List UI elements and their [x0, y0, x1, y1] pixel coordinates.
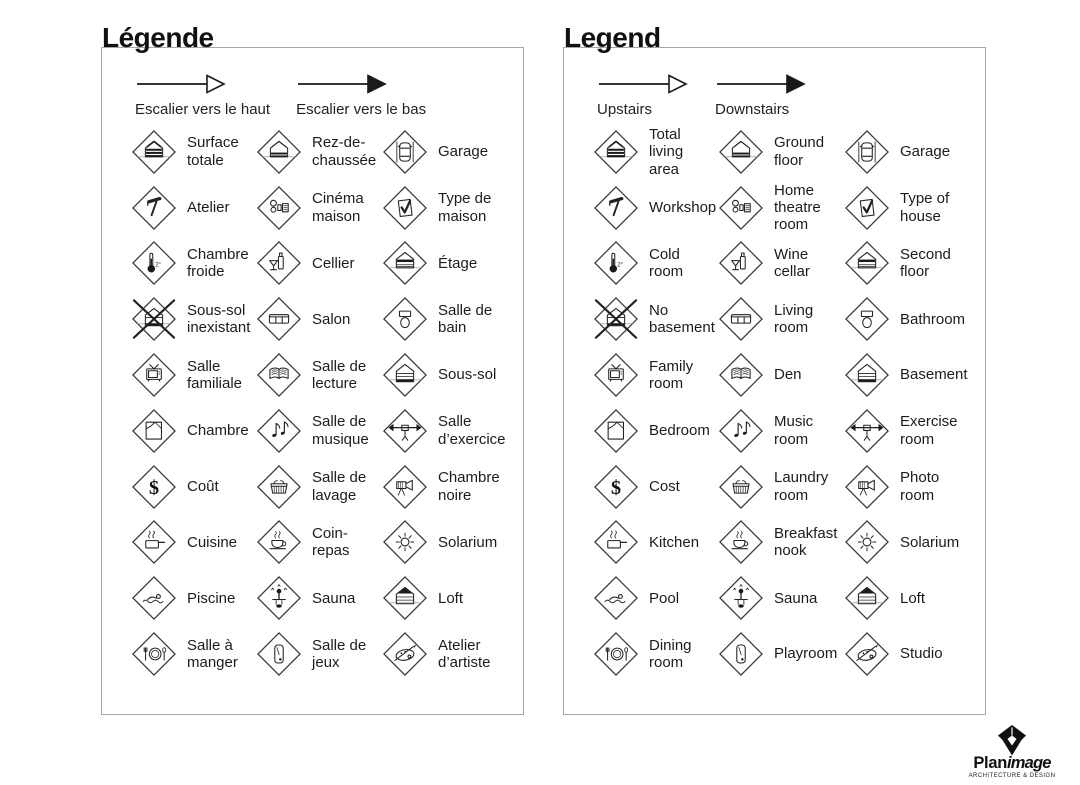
- svg-text:$: $: [610, 476, 622, 499]
- legend-item-label: Music room: [774, 413, 814, 448]
- legend-item: [840, 124, 979, 180]
- workshop-icon: [593, 185, 639, 231]
- legend-item-label: Bedroom: [649, 422, 710, 440]
- legend-item-label: Home theatre room: [774, 181, 821, 234]
- legend-item-label: Laundry room: [774, 469, 829, 504]
- wine-cellar-icon: [718, 240, 764, 286]
- total-living-area-icon: [593, 129, 639, 175]
- legend-item: [127, 403, 252, 459]
- music-room-icon: [256, 408, 302, 454]
- living-room-icon: [718, 296, 764, 342]
- brand-plan: Plan: [973, 754, 1007, 772]
- legend-item: [714, 626, 840, 682]
- legend-item: [378, 515, 517, 571]
- legend-item: [127, 291, 252, 347]
- legend-item-label: Type de maison: [438, 190, 492, 225]
- legend-item: [714, 515, 840, 571]
- total-living-area-icon: [131, 129, 177, 175]
- legend-item-label: Coût: [187, 477, 219, 495]
- stairs-up-label: Escalier vers le haut: [135, 101, 271, 118]
- legend-item: [589, 347, 714, 403]
- stairs-down-arrow: [715, 73, 807, 118]
- family-room-icon: [131, 352, 177, 398]
- legend-item: [378, 459, 517, 515]
- ground-floor-icon: [256, 129, 302, 175]
- legend-item-label: Ground floor: [774, 134, 825, 169]
- home-theatre-icon: [718, 185, 764, 231]
- legend-item: [378, 347, 517, 403]
- legend-item-label: Chambre: [187, 422, 249, 440]
- legend-item: [589, 403, 714, 459]
- legend-item: [252, 347, 378, 403]
- stairs-down-arrow: [296, 73, 426, 118]
- legend-item: [589, 180, 717, 236]
- legend-item: [378, 570, 517, 626]
- garage-icon: [382, 129, 428, 175]
- legend-item: [127, 570, 252, 626]
- legend-item-label: Salle d’exercice: [438, 413, 506, 448]
- legend-item: [378, 236, 517, 292]
- brand-image: image: [1006, 754, 1051, 772]
- legend-item-label: Sous-sol inexistant: [187, 301, 251, 337]
- legend-item: [127, 236, 252, 292]
- family-room-icon: [593, 352, 639, 398]
- legend-item-label: Basement: [900, 366, 968, 384]
- legend-item-label: Étage: [438, 254, 478, 272]
- legend-item-label: Atelier: [187, 198, 230, 216]
- second-floor-icon: [382, 240, 428, 286]
- svg-text:2°: 2°: [155, 262, 161, 269]
- legend-item: [714, 459, 840, 515]
- legend-item-label: Cold room: [649, 246, 684, 281]
- no-basement-icon: [131, 296, 177, 342]
- breakfast-nook-icon: [256, 519, 302, 565]
- legend-item-label: Sauna: [774, 589, 818, 607]
- legend-item: [714, 347, 840, 403]
- legend-item-label: Garage: [438, 143, 489, 161]
- legend-item: [840, 347, 979, 403]
- legend-item-label: Studio: [900, 645, 943, 663]
- legend-item-label: Rez-de-chaussée: [312, 134, 377, 169]
- legend-item: [714, 124, 840, 180]
- legend-item-label: Family room: [649, 357, 694, 393]
- legend-item-label: Exercise room: [900, 413, 958, 448]
- studio-icon: [844, 631, 890, 677]
- planimage-brand: [966, 755, 1058, 772]
- legend-item: [127, 180, 252, 236]
- legend-item-label: Playroom: [774, 645, 838, 663]
- stairs-arrows: [135, 73, 426, 118]
- legend-item-label: Breakfast nook: [774, 525, 838, 560]
- laundry-room-icon: [718, 464, 764, 510]
- legend-item: [840, 403, 979, 459]
- legend-item: [252, 570, 378, 626]
- legend-item-label: Second floor: [900, 246, 951, 281]
- planimage-logo-icon: [992, 724, 1032, 757]
- legend-grid-english: [589, 124, 979, 682]
- sauna-icon: [718, 575, 764, 621]
- legend-item: [589, 236, 714, 292]
- legend-item: [252, 626, 378, 682]
- stairs-up-arrow: [597, 73, 689, 118]
- den-icon: [256, 352, 302, 398]
- playroom-icon: [256, 631, 302, 677]
- legend-item: [840, 459, 979, 515]
- svg-text:$: $: [148, 476, 160, 499]
- sauna-icon: [256, 575, 302, 621]
- legend-item: [378, 180, 517, 236]
- legend-item: [714, 291, 840, 347]
- second-floor-icon: [844, 240, 890, 286]
- legend-item: [252, 515, 378, 571]
- stairs-down-label: Downstairs: [715, 101, 790, 118]
- legend-item: [127, 459, 252, 515]
- stairs-down-arrow-icon: [296, 73, 388, 95]
- legend-item-label: Salle à manger: [187, 636, 238, 672]
- legend-item-label: No basement: [649, 301, 715, 337]
- loft-icon: [844, 575, 890, 621]
- solarium-icon: [844, 519, 890, 565]
- legend-item-label: Atelier d’artiste: [438, 636, 491, 672]
- legend-item-label: Kitchen: [649, 533, 700, 551]
- type-of-house-icon: [382, 185, 428, 231]
- solarium-icon: [382, 519, 428, 565]
- legend-item-label: Sous-sol: [438, 366, 497, 384]
- legend-item-label: Loft: [900, 589, 926, 607]
- bedroom-icon: [131, 408, 177, 454]
- legend-item-label: Salle familiale: [187, 357, 243, 393]
- legend-item: [378, 626, 517, 682]
- bathroom-icon: [844, 296, 890, 342]
- legend-item: [589, 570, 714, 626]
- legend-item-label: Sauna: [312, 589, 356, 607]
- legend-item-label: Garage: [900, 143, 951, 161]
- legend-item: [840, 515, 979, 571]
- loft-icon: [382, 575, 428, 621]
- legend-item: [252, 124, 378, 180]
- legend-item: [714, 236, 840, 292]
- legend-item-label: Photo room: [900, 469, 940, 504]
- legend-item: [252, 291, 378, 347]
- home-theatre-icon: [256, 185, 302, 231]
- legend-item: [589, 291, 714, 347]
- kitchen-icon: [131, 519, 177, 565]
- legend-item: [589, 124, 714, 180]
- legend-item: [714, 570, 840, 626]
- garage-icon: [844, 129, 890, 175]
- legend-item: [127, 124, 252, 180]
- legend-item-label: Living room: [774, 301, 814, 337]
- legend-item: [252, 236, 378, 292]
- legend-item-label: Total living area: [649, 125, 684, 178]
- legend-item: [840, 236, 979, 292]
- legend-item-label: Loft: [438, 589, 464, 607]
- breakfast-nook-icon: [718, 519, 764, 565]
- basement-icon: [382, 352, 428, 398]
- kitchen-icon: [593, 519, 639, 565]
- music-room-icon: [718, 408, 764, 454]
- legend-item-label: Cellier: [312, 254, 355, 272]
- legend-item: [252, 459, 378, 515]
- stairs-down-label: Escalier vers le bas: [296, 101, 427, 118]
- pool-icon: [593, 575, 639, 621]
- ground-floor-icon: [718, 129, 764, 175]
- exercise-room-icon: [844, 408, 890, 454]
- bedroom-icon: [593, 408, 639, 454]
- legend-item-label: Salle de lavage: [312, 469, 367, 504]
- exercise-room-icon: [382, 408, 428, 454]
- legend-item: [589, 515, 714, 571]
- legend-item: [714, 403, 840, 459]
- legend-item-label: Salle de lecture: [312, 357, 367, 393]
- legend-panel-french: [101, 21, 524, 715]
- dining-room-icon: [131, 631, 177, 677]
- cold-room-icon: [593, 240, 639, 286]
- legend-item: [127, 515, 252, 571]
- photo-room-icon: [844, 464, 890, 510]
- wine-cellar-icon: [256, 240, 302, 286]
- legend-item-label: Coin-repas: [312, 525, 350, 560]
- type-of-house-icon: [844, 185, 890, 231]
- legend-item-label: Salle de musique: [312, 413, 369, 448]
- stairs-up-arrow-icon: [135, 73, 227, 95]
- legend-item: [840, 291, 979, 347]
- legend-item-label: Solarium: [900, 533, 960, 551]
- legend-item: [840, 570, 979, 626]
- svg-text:2°: 2°: [617, 262, 623, 269]
- legend-item-label: Bathroom: [900, 310, 966, 328]
- legend-item-label: Piscine: [187, 589, 236, 607]
- legend-item-label: Workshop: [649, 198, 717, 216]
- legend-item: [252, 403, 378, 459]
- legend-item: [252, 180, 378, 236]
- legend-item-label: Cost: [649, 477, 680, 495]
- legend-item: [378, 124, 517, 180]
- bathroom-icon: [382, 296, 428, 342]
- playroom-icon: [718, 631, 764, 677]
- legend-item-label: Wine cellar: [774, 246, 810, 281]
- legend-item-label: Salle de bain: [438, 301, 493, 337]
- legend-item-label: Dining room: [649, 636, 692, 672]
- pool-icon: [131, 575, 177, 621]
- legend-item-label: Cuisine: [187, 533, 238, 551]
- panel-title-english: Legend: [564, 21, 661, 53]
- legend-grid-french: [127, 124, 517, 682]
- den-icon: [718, 352, 764, 398]
- no-basement-icon: [593, 296, 639, 342]
- legend-item-label: Pool: [649, 589, 680, 607]
- stairs-up-arrow: [135, 73, 270, 118]
- cold-room-icon: [131, 240, 177, 286]
- planimage-logo: [966, 724, 1058, 779]
- legend-item: [127, 626, 252, 682]
- legend-item-label: Type of house: [900, 190, 950, 225]
- legend-item: [840, 180, 979, 236]
- legend-item: [840, 626, 979, 682]
- legend-item-label: Chambre froide: [187, 246, 249, 281]
- photo-room-icon: [382, 464, 428, 510]
- legend-item-label: Den: [774, 366, 802, 384]
- panel-title-french: Légende: [102, 21, 214, 53]
- legend-item-label: Surface totale: [187, 134, 239, 169]
- legend-item: [127, 347, 252, 403]
- stairs-up-arrow-icon: [597, 73, 689, 95]
- planimage-tagline: ARCHITECTURE & DESIGN: [968, 773, 1056, 779]
- legend-panel-english: [563, 21, 986, 715]
- studio-icon: [382, 631, 428, 677]
- stairs-up-label: Upstairs: [597, 101, 653, 118]
- basement-icon: [844, 352, 890, 398]
- dining-room-icon: [593, 631, 639, 677]
- living-room-icon: [256, 296, 302, 342]
- cost-icon: [593, 464, 639, 510]
- legend-item-label: Salon: [312, 310, 351, 328]
- stairs-arrows: [597, 73, 807, 118]
- legend-item-label: Chambre noire: [438, 469, 500, 504]
- legend-item: [714, 180, 840, 236]
- legend-item: [589, 626, 714, 682]
- legend-item: [589, 459, 714, 515]
- legend-item-label: Cinéma maison: [312, 190, 364, 225]
- cost-icon: [131, 464, 177, 510]
- workshop-icon: [131, 185, 177, 231]
- laundry-room-icon: [256, 464, 302, 510]
- legend-item-label: Salle de jeux: [312, 636, 367, 672]
- legend-item-label: Solarium: [438, 533, 498, 551]
- stairs-down-arrow-icon: [715, 73, 807, 95]
- legend-item: [378, 291, 517, 347]
- legend-item: [378, 403, 517, 459]
